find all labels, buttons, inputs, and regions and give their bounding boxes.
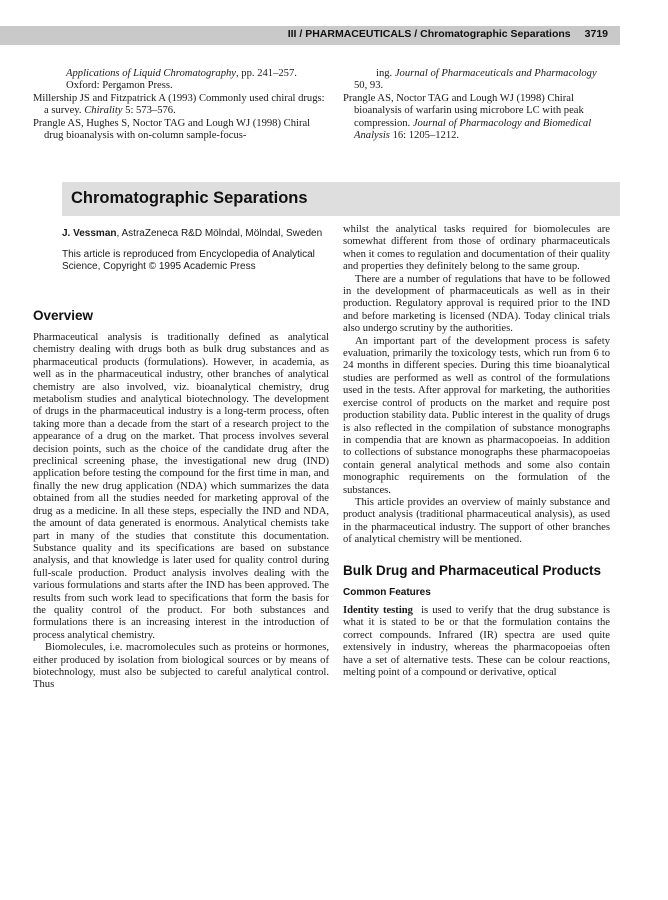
identity-testing-paragraph [343, 605, 610, 679]
body-paragraph: There are a number of regulations that have to be followed in the development of pharmaceuticals as well as in their production. Regulatory approval is required prior to the IND and before marketing is licensed (NDA). Today clinical trials also undergo scrutiny by the authorities. [343, 273, 610, 335]
article-title-band [62, 182, 620, 216]
reference-entry: Prangle AS, Hughes S, Noctor TAG and Lough WJ (1998) Chiral drug bioanalysis with on-column sample-focus- [33, 117, 311, 142]
reference-entry: Prangle AS, Noctor TAG and Lough WJ (1998) Chiral bioanalysis of warfarin using microbore LC with peak compression. Journal of Pharmacology and Biomedical Analysis 16: 1205–1212. [343, 92, 592, 142]
right-column-body [343, 224, 610, 679]
reference-continuation: Oxford: Pergamon Press. [66, 80, 173, 92]
author-affiliation: , AstraZeneca R&D Mölndal, Mölndal, Sweden [116, 228, 323, 239]
reference-continuation: Applications of Liquid Chromatography, pp. 241–257. [66, 68, 297, 79]
page-number: 3719 [584, 28, 608, 40]
body-paragraph: This article provides an overview of mainly substance and product analysis (traditional pharmaceutical analysis), as used in the pharmaceutical industry. The support of other branches of analytical chemistry will be mentioned. [343, 496, 610, 546]
identity-testing-run-head: Identity testing [343, 604, 413, 616]
overview-paragraph: Biomolecules, i.e. macromolecules such as proteins or hormones, either produced by isolation from biological sources or by means of biotechnology, must also be subjected to careful analytical control. Thus [33, 642, 329, 691]
author-line [62, 228, 332, 240]
references-right [343, 68, 610, 142]
body-paragraph: whilst the analytical tasks required for biomolecules are somewhat different from those of ordinary pharmaceuticals when it comes to regulation and documentation of their quality and properties they definitely belong to the same group. [343, 224, 610, 273]
reference-continuation: ing. Journal of Pharmaceuticals and Pharmacology 50, 93. [354, 68, 597, 92]
identity-testing-text: is used to verify that the drug substance is what it is stated to be or that the formulation contains the correct compounds. Infrared (IR) spectra are used quite extensively in industry, whereas the pharmacopoeias often have a set of alternative tests. These can be colour reactions, melting point of a compound or derivative, optical [343, 604, 610, 678]
references-left [33, 68, 329, 142]
running-header [0, 26, 620, 45]
common-features-heading: Common Features [343, 586, 431, 598]
running-title: III / PHARMACEUTICALS / Chromatographic Separations [287, 28, 571, 40]
article-title: Chromatographic Separations [71, 189, 308, 207]
left-column-body [33, 308, 329, 692]
overview-paragraph: Pharmaceutical analysis is traditionally defined as analytical chemistry dealing with drugs both as bulk drug substances and as pharmaceutical products (formulations). However, in academia, as well as in the pharmaceutical industry, other branches of analytical chemistry are also involved, viz. bioanalytical chemistry, drug metabolism studies and analytical biotechnology. The development of drugs in the pharmaceutical industry is a long-term process, often taking more than a decade from the start of a research project to the appearance of a drug on the market. That process involves several decision points, such as the choice of the candidate drug after the preclinical screening phase, the investigational new drug (IND) application before testing the compound for the first time in man, and finally the new drug application (NDA) which summarizes the data obtained from all the studies needed for marketing approval of the drug as a medicine. In all these steps, especially the IND and NDA, the amount of data generated is enormous. Analytical chemists take part in many of the studies that constitute this documentation. Substance quality and its specifications are based on substance analysis, and that knowledge is later used for quality control during full-scale production. Product analysis involves dealing with the various formulations and starts after the IND has been approved. The results from such work lead to specifications that form the basis for the quality control of the product. For both substances and formulations there is an increasing interest in the introduction of process analytical chemistry. [33, 332, 329, 641]
author-block [62, 228, 332, 273]
bulk-drug-heading: Bulk Drug and Pharmaceutical Products [343, 562, 602, 578]
overview-heading: Overview [33, 308, 94, 323]
reference-entry: Millership JS and Fitzpatrick A (1993) Commonly used chiral drugs: a survey. Chirality 5: 573–576. [33, 92, 325, 117]
running-header-text [288, 28, 608, 40]
source-note: This article is reproduced from Encyclopedia of Analytical Science, Copyright © 1995 Academic Press [62, 249, 315, 272]
body-paragraph: An important part of the development process is safety evaluation, primarily the toxicology tests, which run from 6 to 24 months in different species. During this time bioanalytical studies are performed as well as control of the formulations used in the tests. After approval for marketing, the authorities exercise control of products on the market and require post production stability data. Public interest in the quality of drugs is also reflected in the compilation of substance monographs in compendia that are known as pharmacopoeias. In addition to collections of substance monographs these pharmacopoeias contain general analytical methods and some also contain monographic requirements on the formulation of the substances. [343, 335, 610, 496]
author-name: J. Vessman [62, 228, 117, 239]
